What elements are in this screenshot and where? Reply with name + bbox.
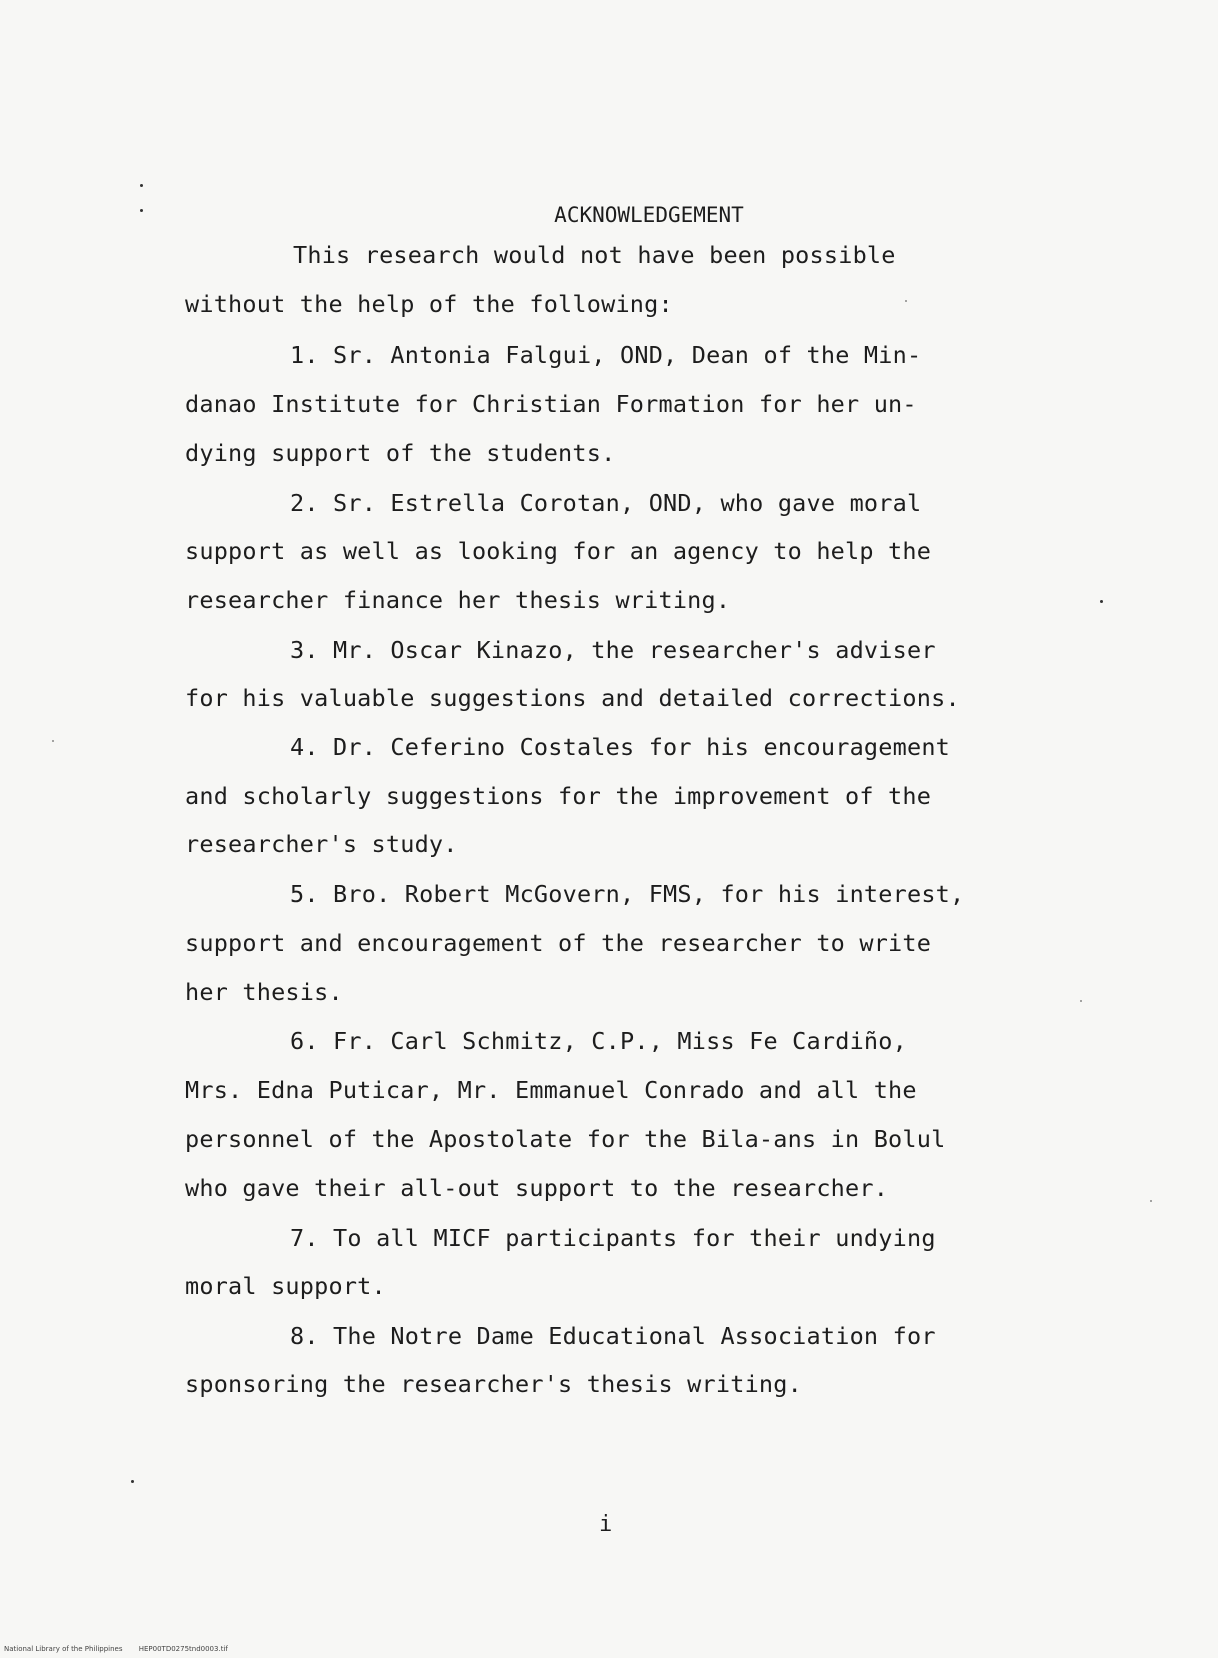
list-item-3-line: 3. Mr. Oscar Kinazo, the researcher's adviser xyxy=(290,636,936,664)
list-item-4-line: and scholarly suggestions for the improvement of the xyxy=(185,782,932,810)
scan-speck xyxy=(52,740,54,742)
list-item-4-line: 4. Dr. Ceferino Costales for his encouragement xyxy=(290,733,951,761)
scan-footer xyxy=(4,1645,242,1653)
scan-speck xyxy=(131,1480,134,1483)
list-item-6-line: personnel of the Apostolate for the Bila-ans in Bolul xyxy=(185,1125,946,1153)
scan-speck xyxy=(140,209,143,212)
list-item-5-line: her thesis. xyxy=(185,978,343,1006)
document-heading: ACKNOWLEDGEMENT xyxy=(554,203,744,227)
scan-speck xyxy=(1150,1200,1152,1202)
body-line: without the help of the following: xyxy=(185,290,673,318)
body-line: This research would not have been possible xyxy=(293,241,896,269)
footer-library: National Library of the Philippines xyxy=(4,1645,123,1653)
footer-file-id: HEP00TD0275tnd0003.tif xyxy=(138,1645,228,1653)
list-item-1-line: danao Institute for Christian Formation for her un- xyxy=(185,390,917,418)
scan-speck xyxy=(1100,600,1103,603)
scan-speck xyxy=(140,184,143,187)
list-item-5-line: 5. Bro. Robert McGovern, FMS, for his interest, xyxy=(290,880,965,908)
list-item-6-line: who gave their all-out support to the researcher. xyxy=(185,1174,889,1202)
list-item-3-line: for his valuable suggestions and detailed corrections. xyxy=(185,684,960,712)
list-item-7-line: 7. To all MICF participants for their undying xyxy=(290,1224,936,1252)
list-item-2-line: 2. Sr. Estrella Corotan, OND, who gave moral xyxy=(290,489,922,517)
list-item-2-line: researcher finance her thesis writing. xyxy=(185,586,731,614)
scan-speck xyxy=(1080,1000,1082,1002)
page-number: i xyxy=(599,1512,613,1537)
list-item-6-line: Mrs. Edna Puticar, Mr. Emmanuel Conrado and all the xyxy=(185,1076,917,1104)
list-item-1-line: 1. Sr. Antonia Falgui, OND, Dean of the Min- xyxy=(290,341,922,369)
list-item-2-line: support as well as looking for an agency to help the xyxy=(185,537,932,565)
list-item-1-line: dying support of the students. xyxy=(185,439,616,467)
list-item-5-line: support and encouragement of the researcher to write xyxy=(185,929,932,957)
list-item-4-line: researcher's study. xyxy=(185,830,458,858)
list-item-6-line: 6. Fr. Carl Schmitz, C.P., Miss Fe Cardiño, xyxy=(290,1027,907,1055)
list-item-8-line: sponsoring the researcher's thesis writing. xyxy=(185,1370,802,1398)
scan-speck xyxy=(905,300,907,302)
list-item-8-line: 8. The Notre Dame Educational Association for xyxy=(290,1322,936,1350)
list-item-7-line: moral support. xyxy=(185,1272,386,1300)
